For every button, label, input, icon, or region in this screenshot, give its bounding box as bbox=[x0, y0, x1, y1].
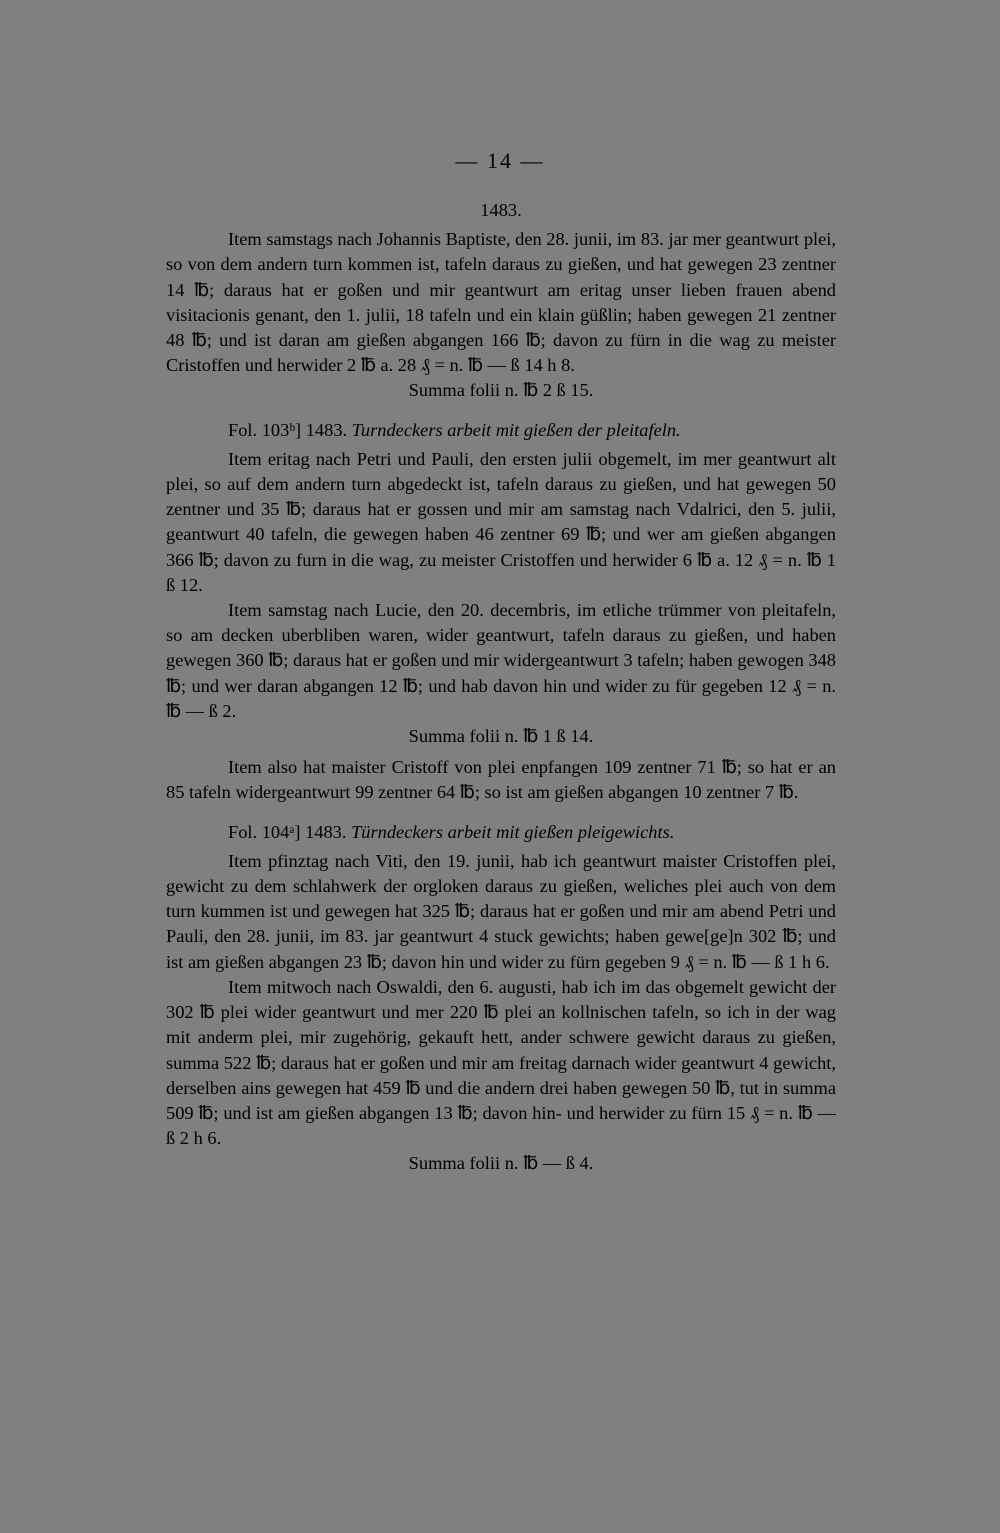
paragraph-entry: Item also hat maister Cristoff von plei enpfangen 109 zentner 71 ℔; so hat er an 85 tafeln widergeantwurt 99 zentner 64 ℔; so ist am gießen abgangen 10 zentner 7 ℔. bbox=[166, 757, 836, 803]
paragraph-entry: Item mitwoch nach Oswaldi, den 6. augusti, hab ich im das obgemelt gewicht der 302 ℔ plei wider geantwurt und mer 220 ℔ plei an kollnischen tafeln, so ich in der wag mit anderm plei, mir zugehörig, gekauft hett, ander schwere gewicht daraus zu gießen, summa 522 ℔; daraus hat er goßen und mir am freitag darnach wider geantwurt 4 gewicht, derselben ains gewegen hat 459 ℔ und die andern drei haben gewegen 50 ℔, tut in summa 509 ℔; und ist am gießen abgangen 13 ℔; davon hin- und herwider zu fürn 15 ₰ = n. ℔ — ß 2 h 6. bbox=[166, 976, 836, 1149]
summa-folii: Summa folii n. ℔ 2 ß 15. bbox=[408, 380, 594, 401]
folio-reference: Fol. 103ᵇ] 1483. bbox=[228, 419, 348, 440]
text-block bbox=[166, 198, 836, 1177]
paragraph-entry: Item samstags nach Johannis Baptiste, den 28. junii, im 83. jar mer geantwurt plei, so von dem andern turn kommen ist, tafeln daraus zu gießen, und hat gewegen 23 zentner 14 ℔; daraus hat er goßen und mir geantwurt am eritag unser lieben frauen abend visitacionis genant, den 1. julii, 18 tafeln und ein klain güßlin; haben gewegen 21 zentner 48 ℔; und ist daran am gießen abgangen 166 ℔; davon zu fürn in die wag zu meister Cristoffen und herwider 2 ℔ a. 28 ₰ = n. ℔ — ß 14 h 8. bbox=[166, 229, 836, 376]
summa-folii: Summa folii n. ℔ 1 ß 14. bbox=[408, 726, 594, 747]
section-title: Turndeckers arbeit mit gießen der pleitafeln. bbox=[351, 419, 681, 440]
paragraph-entry: Item pfinztag nach Viti, den 19. junii, hab ich geantwurt maister Cristoffen plei, gewicht zu dem schlahwerk der orgloken daraus zu gießen, weliches plei auch von dem turn kummen ist und gewegen hat 325 ℔; daraus hat er goßen und mir am abend Petri und Pauli, den 28. junii, im 83. jar geantwurt 4 stuck gewichts; haben gewe[ge]n 302 ℔; und ist am gießen abgangen 23 ℔; davon hin und wider zu fürn gegeben 9 ₰ = n. ℔ — ß 1 h 6. bbox=[166, 850, 836, 972]
section-title: Türndeckers arbeit mit gießen pleigewichts. bbox=[351, 821, 675, 842]
folio-heading bbox=[166, 418, 836, 443]
year-heading: 1483. bbox=[480, 200, 522, 220]
page-number: — 14 — bbox=[455, 148, 545, 173]
paragraph-entry: Item eritag nach Petri und Pauli, den ersten julii obgemelt, im mer geantwurt alt plei, so auf dem andern turn abgedeckt ist, tafeln daraus zu gießen, und hat gewegen 50 zentner und 35 ℔; daraus hat er gossen und mir am samstag nach Vdalrici, den 5. julii, geantwurt 40 tafeln, die gewegen haben 46 zentner 69 ℔; und wer am gießen abgangen 366 ℔; davon zu furn in die wag, zu meister Cristoffen und herwider 6 ℔ a. 12 ₰ = n. ℔ 1 ß 12. bbox=[166, 448, 836, 595]
summa-folii: Summa folii n. ℔ — ß 4. bbox=[408, 1153, 594, 1174]
paragraph-entry: Item samstag nach Lucie, den 20. decembris, im etliche trümmer von pleitafeln, so am decken uberbliben waren, wider geantwurt, tafeln daraus zu gießen, und haben gewegen 360 ℔; daraus hat er goßen und mir widergeantwurt 3 tafeln; haben gewogen 348 ℔; und wer daran abgangen 12 ℔; und hab davon hin und wider zu für gegeben 12 ₰ = n. ℔ — ß 2. bbox=[166, 600, 836, 721]
folio-heading bbox=[166, 820, 836, 845]
folio-reference: Fol. 104ᵃ] 1483. bbox=[228, 821, 347, 842]
